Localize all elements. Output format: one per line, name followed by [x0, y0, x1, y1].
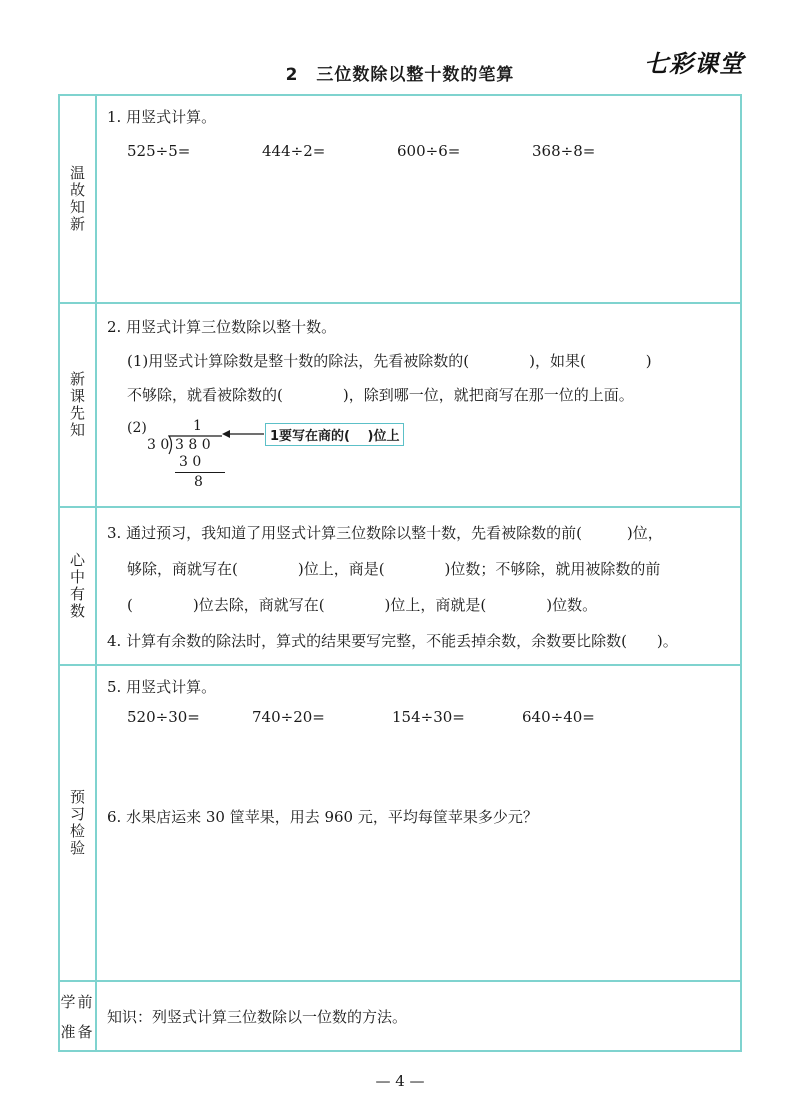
check-problem-2: 740÷20=	[252, 708, 325, 726]
page-number: — 4 —	[375, 1072, 425, 1090]
question-2-title: 2. 用竖式计算三位数除以整十数。	[107, 318, 337, 336]
question-5-title: 5. 用竖式计算。	[107, 678, 217, 696]
review-problem-4: 368÷8=	[532, 142, 596, 160]
division-quotient: 1	[193, 418, 202, 434]
q3-line-3: ( )位去除，商就写在( )位上，商就是( )位数。	[127, 596, 598, 614]
review-problem-1: 525÷5=	[127, 142, 191, 160]
worksheet-frame	[58, 94, 742, 1052]
section-check	[60, 666, 740, 982]
arrow-left-icon	[222, 428, 266, 440]
brand-logo: 七彩课堂	[644, 50, 744, 78]
section-new-lesson	[60, 304, 740, 508]
section-label-review: 温故知新	[60, 96, 97, 302]
section-review	[60, 96, 740, 304]
section-prep	[60, 982, 740, 1052]
lesson-title: 三位数除以整十数的笔算	[316, 65, 515, 85]
q2-line-2: 不够除，就看被除数的( )，除到哪一位，就把商写在那一位的上面。	[127, 386, 634, 404]
section-label-check: 预习检验	[60, 666, 97, 980]
division-dividend: 3 8 0	[175, 437, 211, 453]
review-problem-2: 444÷2=	[262, 142, 326, 160]
division-divisor: 3 0	[147, 437, 170, 453]
division-product: 3 0	[179, 454, 202, 470]
section-summary	[60, 508, 740, 666]
q4-line: 4. 计算有余数的除法时，算式的结果要写完整，不能丢掉余数，余数要比除数( )。	[107, 632, 678, 650]
question-6: 6. 水果店运来 30 筐苹果，用去 960 元，平均每筐苹果多少元？	[107, 808, 538, 826]
question-1-title: 1. 用竖式计算。	[107, 108, 217, 126]
q3-line-1: 3. 通过预习，我知道了用竖式计算三位数除以整十数，先看被除数的前( )位，	[107, 524, 663, 542]
division-callout: 1要写在商的( )位上	[265, 423, 404, 446]
check-problem-3: 154÷30=	[392, 708, 465, 726]
review-problem-3: 600÷6=	[397, 142, 461, 160]
q2-sub-2: (2)	[127, 420, 147, 436]
lesson-number: 2	[285, 65, 299, 85]
division-remainder: 8	[194, 474, 203, 490]
section-label-new-lesson: 新课先知	[60, 304, 97, 506]
prep-text: 知识：列竖式计算三位数除以一位数的方法。	[107, 1008, 408, 1026]
division-rule	[175, 472, 225, 473]
q3-line-2: 够除，商就写在( )位上，商是( )位数；不够除，就用被除数的前	[127, 560, 661, 578]
check-problem-4: 640÷40=	[522, 708, 595, 726]
section-label-prep: 学前 准备	[60, 982, 97, 1052]
q2-line-1: (1)用竖式计算除数是整十数的除法，先看被除数的( )，如果( )	[127, 352, 652, 370]
section-label-summary: 心中有数	[60, 508, 97, 664]
check-problem-1: 520÷30=	[127, 708, 200, 726]
